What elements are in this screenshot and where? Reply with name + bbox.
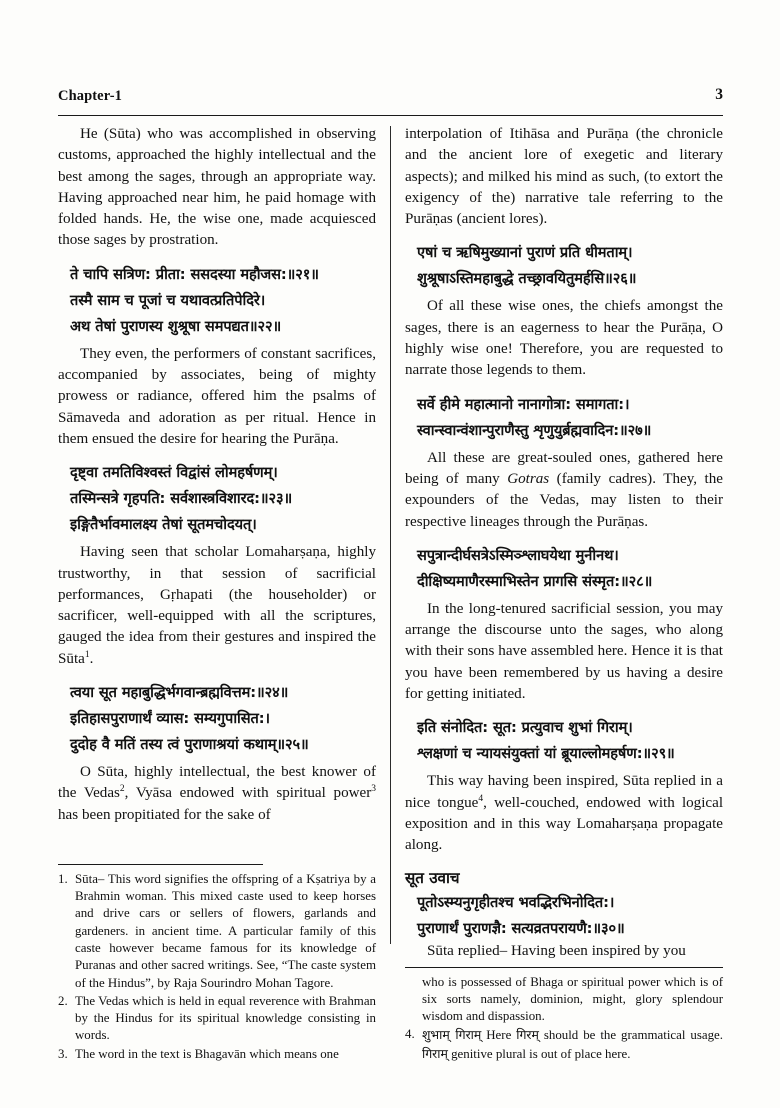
footnote-rule (58, 864, 263, 865)
paragraph-text-tail: . (89, 650, 94, 667)
spacer (405, 382, 723, 387)
paragraph: Sūta replied– Having been inspired by you (427, 942, 686, 959)
sanskrit-verse: पूतोऽस्म्यनुगृहीतश्च भवद्भिरभिनोदित:। (417, 893, 615, 911)
column-divider (376, 124, 405, 1064)
paragraph (405, 448, 723, 533)
spacer (58, 670, 376, 675)
footnote-item (58, 871, 376, 992)
right-column-flow (405, 124, 723, 962)
footnote-number: 4. (405, 1027, 415, 1042)
sanskrit-verse: दृष्ट्वा तमतिविश्वस्तं विद्वांसं लोमहर्षणम्। (70, 464, 278, 482)
footnote-number: 1. (58, 871, 68, 886)
header-rule (58, 115, 723, 116)
page-number: 3 (715, 86, 723, 103)
footnote-text: Sūta– This word signifies the offspring of a Kṣatriya by a Brahmin woman. This mixed caste used to keep horses and drive cars or sellers of flowers, garlands and gardeners. in ancient time. A particular family of this caste however became famous for its knowledge of Puranas and other sacred writings. See, “The caste system of the Hindus”, by Raja Sourindro Mohan Tagore. (75, 871, 376, 990)
paragraph: In the long-tenured sacrificial session, you may arrange the discourse unto the sages, who along with their sons have assembled here. Hence it is that you have been remembered by us having a desire for getting initiated. (405, 600, 723, 703)
devanagari-term: शुभाम् गिराम् (422, 1027, 482, 1043)
sanskrit-verse: एषां च ऋषिमुख्यानां पुराणं प्रति धीमताम्। (417, 244, 633, 262)
chapter-label: Chapter-1 (58, 88, 122, 104)
footnote-text-part: Here (481, 1028, 517, 1043)
paragraph: He (Sūta) who was accomplished in observing customs, approached the highly intellectual and the best among the sages, through an appropriate way. Having approached near him, he paid homage with folded hands. He, the wise one, made acquiesced those sages by prostration. (58, 126, 376, 249)
two-column-body (58, 124, 723, 1064)
sanskrit-verse: त्वया सूत महाबुद्धिर्भगवान्ब्रह्मवित्तम:॥२४॥ (70, 684, 289, 702)
sanskrit-verse: स्वान्स्वान्वंशान्पुराणैस्तु शृणुयुर्ब्रह्मवादिन:॥२७॥ (417, 421, 652, 439)
footnote-marker[interactable]: 4 (478, 793, 484, 804)
devanagari-term: गिरम् (516, 1027, 539, 1043)
paragraph (58, 542, 376, 670)
right-footnotes (405, 967, 723, 1064)
running-head (58, 88, 723, 110)
sanskrit-verse: इति संनोदित: सूत: प्रत्युवाच शुभां गिराम्। (417, 719, 633, 737)
spacer (405, 533, 723, 538)
column-divider-rule (390, 126, 391, 944)
paragraph-text-mid: , Vyāsa endowed with spiritual power (124, 785, 372, 802)
footnote-item (58, 993, 376, 1045)
paragraph: interpolation of Itihāsa and Purāṇa (the chronicle and the ancient lore of exegetic and literary aspects); and milked his mind as such, (to extort the exigency of the) narrative tale referring to the Purāṇas (ancient lores). (405, 126, 723, 228)
sanskrit-verse: इतिहासपुराणार्थं व्यास: सम्यगुपासित:। (70, 710, 270, 728)
spacer (405, 705, 723, 710)
paragraph: They even, the performers of constant sacrifices, accompanied by associates, being of mighty prowess or radiance, offered him the psalms of Sāmaveda and adoration as per ritual. Hence in them ensued the desire for hearing the Purāṇa. (58, 345, 376, 447)
sanskrit-verse: ते चापि सत्रिण: प्रीता: ससदस्या महौजस:॥२१॥ (70, 265, 319, 283)
sanskrit-verse: दीक्षिष्यमाणैरस्माभिस्तेन प्रागसि संस्मृत:॥२८॥ (417, 572, 653, 590)
footnote-text-part: should be the grammatical usage. (538, 1028, 723, 1043)
paragraph (58, 762, 376, 826)
emphasis-gotras: Gotras (507, 470, 550, 487)
paragraph-text: This way having been inspired, Sūta replied in a nice tongue (405, 773, 723, 811)
sanskrit-verse: सपुत्रान्दीर्घसत्रेऽस्मिञ्श्लाघयेथा मुनीनथ। (417, 546, 619, 564)
right-column (405, 124, 723, 1064)
footnote-text (422, 1026, 723, 1063)
footnote-text: The Vedas which is held in equal reverence with Brahman by the Hindus for its spiritual knowledge consisting in words. (75, 993, 376, 1043)
sanskrit-verse: इङ्गितैर्भावमालक्ष्य तेषां सूतमचोदयत्। (70, 516, 257, 534)
footnote-item (58, 1046, 376, 1063)
spacer (405, 230, 723, 235)
paragraph (405, 771, 723, 856)
paragraph-text-tail: , well-couched, endowed with logical exposition and in this way Lomaharṣaṇa propagate along. (405, 794, 724, 854)
footnote-marker[interactable]: 3 (371, 784, 376, 795)
sanskrit-verse: तस्मिन्सत्रे गृहपति: सर्वशास्त्रविशारद:॥२३॥ (70, 490, 293, 508)
footnote-number: 2. (58, 993, 68, 1008)
sanskrit-verse: अथ तेषां पुराणस्य शुश्रूषा समपद्यत॥२२॥ (70, 317, 282, 335)
sanskrit-verse: श्लक्षणां च न्यायसंयुक्तां यां ब्रूयाल्लोमहर्षण:॥२९॥ (417, 745, 675, 763)
footnote-item (405, 1026, 723, 1063)
paragraph: Of all these wise ones, the chiefs amongst the sages, there is an eagerness to hear the Purāṇa, O highly wise one! Therefore, you are requested to narrate those legends to them. (405, 298, 723, 379)
sanskrit-verse: शुश्रूषाऽस्तिमहाबुद्धे तच्छ्रावयितुमर्हसि॥२६॥ (417, 270, 637, 288)
spacer (58, 450, 376, 455)
footnote-continuation: who is possessed of Bhaga or spiritual power which is of six sorts namely, dominion, might, glory splendour wisdom and dispassion. (422, 974, 723, 1024)
footnote-text: The word in the text is Bhagavān which means one (75, 1046, 339, 1061)
footnote-marker[interactable]: 2 (119, 784, 125, 795)
left-footnotes (58, 864, 376, 1064)
spacer (58, 252, 376, 257)
footnote-number: 3. (58, 1046, 68, 1061)
devanagari-term: गिराम् (422, 1045, 448, 1061)
paragraph-text: All these are great-souled ones, gathered here being of many (405, 449, 723, 487)
footnote-rule (405, 967, 723, 968)
paragraph-text: O Sūta, highly intellectual, the best knower of the Vedas (58, 764, 376, 802)
sanskrit-verse: पुराणार्थं पुराणज्ञै: सत्यव्रतपरायणै:॥३०॥ (417, 919, 625, 937)
sanskrit-verse: सर्वे हीमे महात्मानो नानागोत्रा: समागता:। (417, 395, 630, 413)
speaker-heading: सूत उवाच (405, 868, 460, 887)
left-column-flow (58, 124, 376, 826)
sanskrit-verse: तस्मै साम च पूजां च यथावत्प्रतिपेदिरे। (70, 291, 266, 309)
paragraph-text: Having seen that scholar Lomaharṣaṇa, highly trustworthy, in that session of sacrificial performances, Gṛhapati (the householder) or sacrificer, well-equipped with all the scriptures, gauged the idea from their gestures and inspired the Sūta (58, 544, 376, 667)
footnote-marker[interactable]: 1 (84, 649, 90, 660)
left-column (58, 124, 376, 1064)
paragraph-text-tail: has been propitiated for the sake of (58, 806, 271, 823)
paragraph-text-tail: (family cadres). They, the expounders of the Vedas, may listen to their respective lineages through the Purāṇas. (405, 470, 723, 530)
footnote-text-part: genitive plural is out of place here. (447, 1046, 631, 1061)
sanskrit-verse: दुदोह वै मतिं तस्य त्वं पुराणाश्रयां कथाम्॥२५॥ (70, 736, 309, 754)
